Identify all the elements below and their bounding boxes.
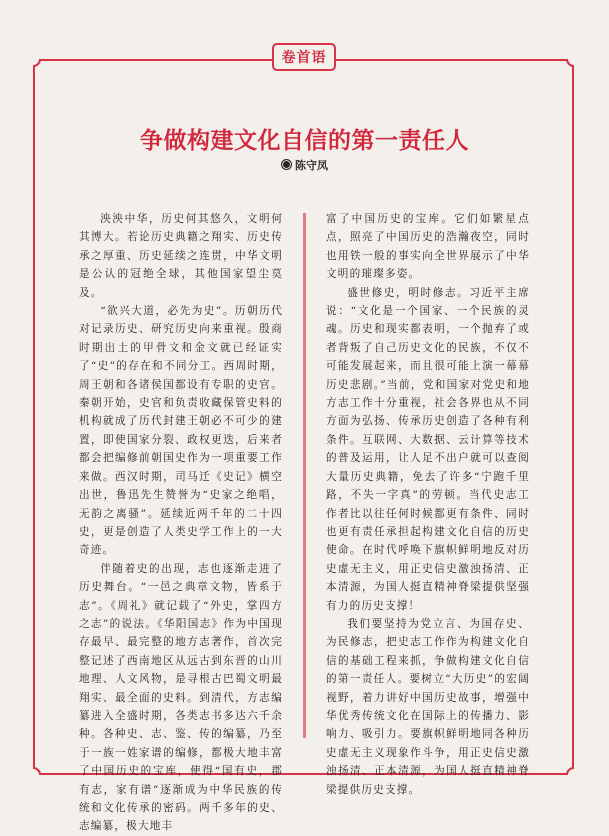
- article-column-right: [326, 210, 530, 799]
- paragraph: 伴随着史的出现，志也逐渐走进了历史舞台。“一邑之典章文物，皆系于志”。《周礼》就记载了“外史，掌四方之志”的说法。《华阳国志》作为中国现存最早、最完整的地方志著作，首次完整记述了西南地区从远古到东晋的山川地理、人文风物，是寻根古巴蜀文明最翔实、最全面的史料。到清代，方志编纂进入全盛时期，各类志书多达六千余种。各种史、志、鉴、传的编纂，乃至于一族一姓家谱的编修，都极大地丰富了中国历史的宝库，使得“国有史，郡有志，家有谱”逐渐成为中华民族的传统和文化传承的密码。两千多年的史、志编纂，极大地丰: [79, 562, 283, 833]
- bullet-icon: [281, 159, 292, 170]
- section-badge: 卷首语: [272, 43, 336, 71]
- paragraph: 泱泱中华，历史何其悠久，文明何其博大。若论历史典籍之翔实、历史传承之厚重、历史延续之连贯，中华文明是公认的冠绝全球，其他国家望尘莫及。: [79, 213, 283, 299]
- article-column-left: [79, 210, 283, 836]
- author-name: 陈守凤: [295, 159, 328, 172]
- column-divider: [303, 213, 306, 738]
- article-title: 争做构建文化自信的第一责任人: [140, 128, 469, 154]
- paragraph: 我们要坚持为党立言、为国存史、为民修志，把史志工作作为构建文化自信的基础工程来抓，争做构建文化自信的第一责任人。要树立“大历史”的宏阔视野，着力讲好中国历史故事，增强中华优秀传统文化在国际上的传播力、影响力、吸引力。要旗帜鲜明地同各种历史虚无主义现象作斗争，用正史信史激浊扬清、正本清源，为国人挺直精神脊梁提供历史支撑。: [326, 617, 530, 796]
- paragraph: “欲兴大道，必先为史”。历朝历代对记录历史、研究历史向来重视。殷商时期出土的甲骨文和金文就已经证实了“史”的存在和不同分工。西周时期，周王朝和各诸侯国都设有专职的史官。秦朝开始，史官和负责收藏保管史料的机构就成了历代封建王朝必不可少的建置，即使国家分裂、政权更迭，后来者都会把编修前朝国史作为一项重要工作来做。西汉时期，司马迁《史记》横空出世，鲁迅先生赞誉为“史家之绝唱，无韵之离骚”。延续近两千年的二十四史，更是创造了人类史学工作上的一大奇迹。: [79, 305, 283, 557]
- paragraph: 盛世修史，明时修志。习近平主席说：“文化是一个国家、一个民族的灵魂。历史和现实都表明，一个抛弃了或者背叛了自己历史文化的民族，不仅不可能发展起来，而且很可能上演一幕幕历史悲剧。”当前，党和国家对党史和地方志工作十分重视，社会各界也从不同方面为弘扬、传承历史创造了各种有利条件。互联网、大数据、云计算等技术的普及运用，让人足不出户就可以查阅大量历史典籍，免去了许多“宁跑千里路，不失一字真”的劳顿。当代史志工作者比以往任何时候都更有条件、同时也更有责任承担起构建文化自信的历史使命。在时代呼唤下旗帜鲜明地反对历史虚无主义，用正史信史激浊扬清、正本清源，为国人挺直精神脊梁提供坚强有力的历史支撑！: [326, 286, 530, 612]
- author-line: [0, 157, 609, 173]
- paragraph: 富了中国历史的宝库。它们如繁星点点，照亮了中国历史的浩瀚夜空，同时也用铁一般的事实向全世界展示了中华文明的璀璨多姿。: [326, 213, 530, 281]
